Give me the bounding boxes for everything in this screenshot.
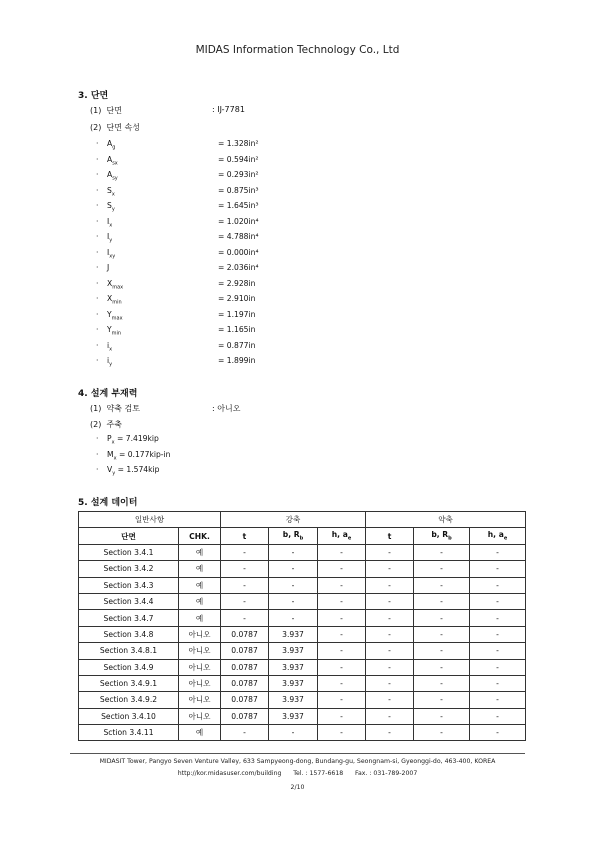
table-cell: - [470, 725, 526, 741]
property-row [96, 168, 259, 182]
table-cell: Section 3.4.8.1 [79, 643, 179, 659]
table-cell: Sction 3.4.11 [79, 725, 179, 741]
property-symbol: $i_x$ [107, 340, 113, 353]
force-symbol: $V_y$ [107, 465, 116, 477]
table-cell: - [318, 593, 366, 609]
property-value: = 2.910in [218, 294, 256, 303]
table-cell: 0.0787 [221, 643, 269, 659]
bullet-icon: · [96, 232, 99, 241]
bullet-icon: · [96, 170, 99, 179]
property-value: = 0.594in² [218, 154, 259, 164]
table-cell: Section 3.4.8 [79, 626, 179, 642]
table-cell: - [414, 577, 470, 593]
property-row [96, 354, 256, 368]
table-cell: Section 3.4.3 [79, 577, 179, 593]
table-cell: - [414, 544, 470, 560]
bullet-icon: · [96, 309, 99, 319]
table-cell: 예 [179, 610, 221, 626]
property-symbol: $Y_{max}$ [107, 309, 123, 322]
table-cell: - [366, 593, 414, 609]
property-value: = 1.645in³ [218, 201, 259, 210]
table-row [79, 561, 526, 577]
table-cell: - [414, 643, 470, 659]
property-value: = 4.788in⁴ [218, 232, 259, 241]
property-symbol: $I_x$ [107, 216, 113, 229]
property-row [96, 246, 259, 260]
section-4-item-1 [90, 403, 241, 414]
table-cell: - [470, 692, 526, 708]
force-row [96, 448, 170, 462]
table-cell: 0.0787 [221, 626, 269, 642]
property-symbol: $I_{xy}$ [107, 247, 116, 260]
table-cell: 0.0787 [221, 659, 269, 675]
force-row [96, 432, 159, 446]
bullet-icon: · [96, 216, 99, 226]
col-header-h-ae: h, $a_e$ [318, 528, 366, 544]
table-cell: 아니오 [179, 692, 221, 708]
property-value: = 1.899in [218, 356, 256, 365]
table-row [79, 544, 526, 560]
col-header-b-rb: b, $R_b$ [269, 528, 318, 544]
table-cell: - [318, 659, 366, 675]
table-cell: - [414, 561, 470, 577]
property-value: = 1.165in [218, 325, 256, 334]
item-number: (2) [90, 420, 102, 429]
table-cell: - [470, 561, 526, 577]
force-value: = 7.419kip [116, 434, 159, 443]
col-header-h-ae: h, $a_e$ [470, 528, 526, 544]
property-symbol: $S_x$ [107, 185, 115, 198]
table-cell: Section 3.4.2 [79, 561, 179, 577]
table-cell: - [366, 692, 414, 708]
item-label: 단면 [106, 106, 123, 115]
table-cell: - [366, 577, 414, 593]
force-symbol: $P_x$ [107, 434, 115, 446]
table-row [79, 643, 526, 659]
property-value: = 0.875in³ [218, 185, 259, 195]
table-cell: 예 [179, 725, 221, 741]
bullet-icon: · [96, 356, 99, 365]
design-data-table [78, 511, 526, 741]
bullet-icon: · [96, 465, 99, 474]
table-cell: Section 3.4.10 [79, 708, 179, 724]
table-cell: Section 3.4.4 [79, 593, 179, 609]
weak-axis-check-value: : 아니오 [212, 404, 241, 413]
bullet-icon: · [96, 139, 99, 148]
table-cell: - [366, 643, 414, 659]
table-cell: Section 3.4.7 [79, 610, 179, 626]
property-row [96, 339, 256, 353]
table-cell: 예 [179, 544, 221, 560]
table-cell: - [221, 561, 269, 577]
table-cell: - [414, 626, 470, 642]
table-cell: - [366, 561, 414, 577]
col-header-t: t [221, 528, 269, 544]
table-row [79, 577, 526, 593]
table-cell: - [318, 626, 366, 642]
bullet-icon: · [96, 247, 99, 257]
table-cell: - [470, 544, 526, 560]
table-cell: - [269, 544, 318, 560]
table-row [79, 725, 526, 741]
table-cell: - [318, 708, 366, 724]
table-cell: 아니오 [179, 626, 221, 642]
property-value: = 1.328in² [218, 139, 259, 148]
footer-address: MIDASIT Tower, Pangyo Seven Venture Valley, 633 Sampyeong-dong, Bundang-gu, Seongnam-si, Gyeonggi-do, 463-400, KOREA [99, 758, 496, 765]
table-cell: - [318, 692, 366, 708]
table-cell: - [366, 675, 414, 691]
property-row [96, 153, 259, 167]
table-cell: - [366, 544, 414, 560]
table-body [79, 544, 526, 741]
page-number: 2/10 [290, 784, 305, 791]
footer-contact: http://kor.midasuser.com/building Tel. : 1577-6618 Fax. : 031-789-2007 [177, 770, 418, 777]
bullet-icon: · [96, 263, 99, 272]
table-row [79, 675, 526, 691]
table-cell: - [470, 593, 526, 609]
property-value: = 2.928in [218, 278, 256, 288]
table-cell: - [470, 577, 526, 593]
table-cell: - [470, 659, 526, 675]
table-row [79, 692, 526, 708]
table-cell: - [470, 626, 526, 642]
table-group-header-row [79, 512, 526, 528]
table-cell: - [269, 725, 318, 741]
table-cell: - [366, 626, 414, 642]
section-3-title: 3. 단면 [78, 91, 109, 101]
col-header-chk: CHK. [179, 528, 221, 544]
property-row [96, 323, 256, 337]
table-cell: 예 [179, 577, 221, 593]
property-value: = 1.020in⁴ [218, 216, 259, 226]
general-header: 일반사항 [79, 512, 221, 528]
item-label: 단면 속성 [106, 123, 141, 132]
section-name-value: : IJ-7781 [212, 105, 245, 114]
table-cell: - [414, 659, 470, 675]
table-column-header-row [79, 528, 526, 544]
property-symbol: $A_{sy}$ [107, 170, 118, 182]
bullet-icon: · [96, 201, 99, 210]
bullet-icon: · [96, 278, 99, 288]
bullet-icon: · [96, 294, 99, 303]
table-cell: - [470, 708, 526, 724]
section-4-item-2 [90, 419, 122, 430]
table-cell: - [318, 561, 366, 577]
document-header: MIDAS Information Technology Co., Ltd [195, 44, 400, 56]
table-cell: 3.937 [269, 675, 318, 691]
table-row [79, 626, 526, 642]
table-cell: - [221, 544, 269, 560]
table-cell: - [269, 593, 318, 609]
table-cell: 아니오 [179, 659, 221, 675]
table-cell: - [269, 561, 318, 577]
property-value: = 0.877in [218, 340, 256, 350]
table-cell: Section 3.4.9.2 [79, 692, 179, 708]
table-cell: - [414, 708, 470, 724]
table-row [79, 659, 526, 675]
property-symbol: $A_{sx}$ [107, 154, 118, 167]
section-3-item-1 [90, 105, 245, 116]
bullet-icon: · [96, 185, 99, 195]
col-header-section: 단면 [79, 528, 179, 544]
table-cell: - [269, 610, 318, 626]
table-cell: - [366, 708, 414, 724]
table-cell: 0.0787 [221, 708, 269, 724]
force-row [96, 463, 159, 477]
table-cell: - [366, 659, 414, 675]
property-row [96, 230, 259, 244]
property-row [96, 308, 256, 322]
force-value: = 1.574kip [117, 465, 160, 474]
table-row [79, 610, 526, 626]
table-cell: Section 3.4.9 [79, 659, 179, 675]
col-header-b-rb: b, $R_b$ [414, 528, 470, 544]
table-cell: - [221, 610, 269, 626]
table-cell: - [366, 725, 414, 741]
table-cell: - [318, 725, 366, 741]
table-cell: 아니오 [179, 708, 221, 724]
table-cell: - [470, 643, 526, 659]
property-symbol: $X_{max}$ [107, 278, 124, 291]
table-cell: 아니오 [179, 643, 221, 659]
table-cell: 3.937 [269, 708, 318, 724]
item-number: (2) [90, 123, 102, 132]
col-header-t: t [366, 528, 414, 544]
table-cell: - [414, 593, 470, 609]
section-4-title: 4. 설계 부재력 [78, 389, 138, 399]
property-value: = 2.036in⁴ [218, 263, 259, 272]
table-cell: 3.937 [269, 643, 318, 659]
table-cell: 0.0787 [221, 692, 269, 708]
property-row [96, 199, 259, 213]
table-cell: 0.0787 [221, 675, 269, 691]
table-cell: - [221, 725, 269, 741]
table-cell: - [221, 593, 269, 609]
section-5-title: 5. 설계 데이터 [78, 498, 138, 508]
property-row [96, 261, 259, 275]
force-symbol: $M_x$ [107, 449, 117, 462]
table-cell: - [414, 692, 470, 708]
property-value: = 1.197in [218, 309, 256, 319]
property-row [96, 184, 259, 198]
table-cell: - [318, 610, 366, 626]
bullet-icon: · [96, 154, 99, 164]
item-label: 주축 [106, 420, 123, 429]
property-symbol: $I_y$ [107, 232, 113, 244]
bullet-icon: · [96, 325, 99, 334]
section-3-item-2 [90, 122, 140, 133]
property-row [96, 277, 256, 291]
table-cell: - [470, 610, 526, 626]
property-row [96, 215, 259, 229]
table-cell: 3.937 [269, 692, 318, 708]
table-cell: Section 3.4.1 [79, 544, 179, 560]
bullet-icon: · [96, 434, 99, 443]
property-row [96, 137, 259, 151]
property-symbol: $A_g$ [107, 139, 116, 151]
table-cell: - [269, 577, 318, 593]
property-value: = 0.293in² [218, 170, 259, 179]
item-number: (1) [90, 404, 102, 413]
property-symbol: J [107, 263, 110, 272]
weak-axis-header: 약축 [366, 512, 526, 528]
bullet-icon: · [96, 340, 99, 350]
table-cell: 아니오 [179, 675, 221, 691]
property-symbol: $X_{min}$ [107, 294, 122, 306]
force-value: = 0.177kip-in [118, 449, 171, 459]
item-number: (1) [90, 106, 102, 115]
bullet-icon: · [96, 449, 99, 459]
table-cell: - [470, 675, 526, 691]
table-cell: 예 [179, 561, 221, 577]
table-cell: - [414, 610, 470, 626]
table-row [79, 708, 526, 724]
table-cell: 예 [179, 593, 221, 609]
strong-axis-header: 강축 [221, 512, 366, 528]
property-value: = 0.000in⁴ [218, 247, 259, 257]
item-label: 약축 검토 [106, 404, 141, 413]
table-cell: - [318, 643, 366, 659]
property-symbol: $Y_{min}$ [107, 325, 122, 337]
table-cell: - [318, 544, 366, 560]
table-cell: 3.937 [269, 626, 318, 642]
table-cell: - [414, 675, 470, 691]
table-cell: Section 3.4.9.1 [79, 675, 179, 691]
table-cell: - [318, 675, 366, 691]
table-cell: - [366, 610, 414, 626]
table-cell: - [221, 577, 269, 593]
table-cell: 3.937 [269, 659, 318, 675]
property-symbol: $S_y$ [107, 201, 115, 213]
property-symbol: $i_y$ [107, 356, 113, 368]
table-row [79, 593, 526, 609]
property-row [96, 292, 256, 306]
table-cell: - [318, 577, 366, 593]
footer-divider [70, 753, 525, 754]
table-cell: - [414, 725, 470, 741]
